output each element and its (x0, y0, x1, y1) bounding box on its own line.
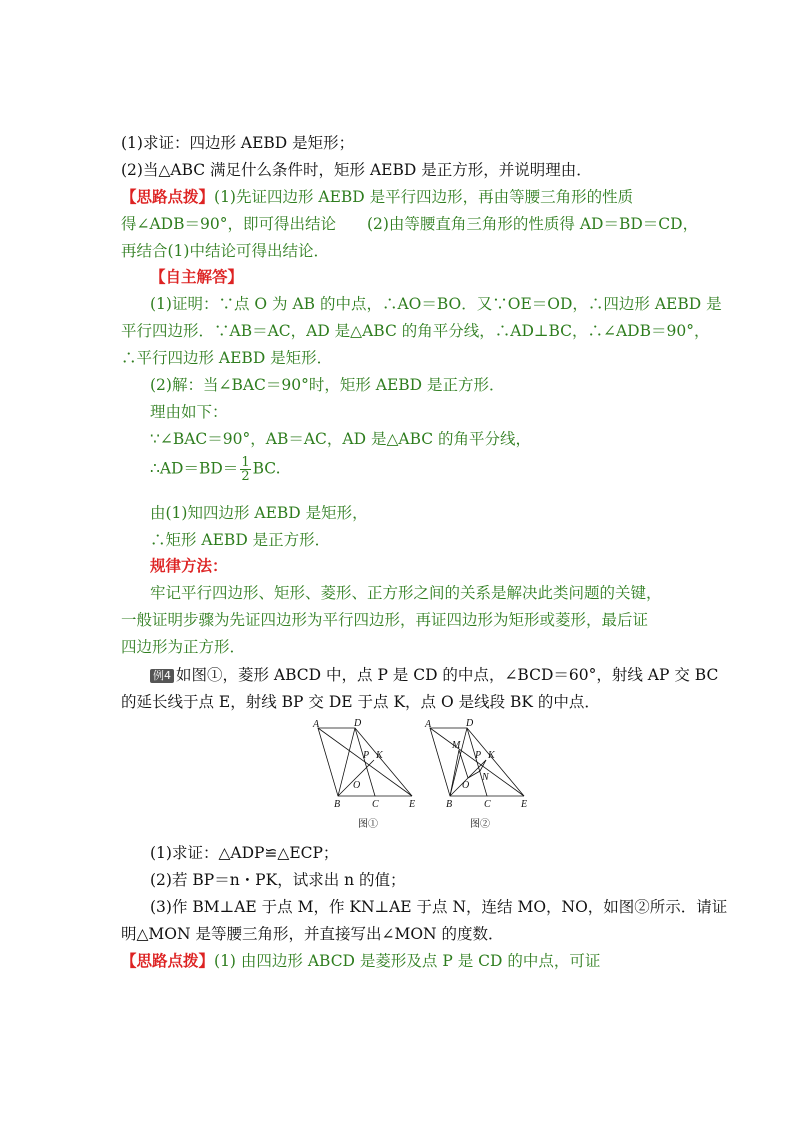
fraction-numerator: 1 (241, 455, 250, 470)
hint-text: (1)先证四边形 AEBD 是平行四边形，再由等腰三角形的性质 (214, 188, 634, 206)
fraction-denominator: 2 (241, 469, 250, 484)
figure-1-label: A (313, 719, 320, 730)
figure-1-lines (318, 728, 412, 796)
method-line-1: 牢记平行四边形、矩形、菱形、正方形之间的关系是解决此类问题的关键， (150, 584, 662, 602)
figure-2-label: P (475, 750, 482, 761)
figure-2-label: N (482, 772, 489, 783)
figure-2-label: E (521, 799, 528, 810)
figure-2-label: O (462, 780, 470, 791)
figure-2-lines (430, 728, 524, 796)
fraction (240, 456, 250, 483)
figure-2-label: M (452, 740, 461, 751)
hint2-text: (1) 由四边形 ABCD 是菱形及点 P 是 CD 的中点，可证 (214, 952, 601, 970)
solution-line-9: ∴矩形 AEBD 是正方形． (150, 531, 331, 549)
solution-line-1: (1)证明：∵点 O 为 AB 的中点，∴AO＝BO．又∵OE＝OD，∴四边形 AEBD 是 (150, 295, 722, 313)
figure-2-label: B (446, 799, 453, 810)
figure-1-label: O (353, 780, 361, 791)
figure-1-label: D (354, 718, 362, 729)
fraction-prefix: ∴AD＝BD＝ (150, 459, 239, 478)
figure-1-caption: 图① (358, 819, 378, 830)
solution-line-7 (150, 456, 281, 483)
example-line-2: 的延长线于点 E，射线 BP 交 DE 于点 K，点 O 是线段 BK 的中点． (121, 693, 600, 711)
figure-2-label: C (484, 799, 491, 810)
hint2-line-1 (121, 950, 600, 972)
hint-line-1 (121, 186, 633, 208)
hint-line-2: 得∠ADB＝90°，即可得出结论 (2)由等腰直角三角形的性质得 AD＝BD＝CD， (121, 215, 699, 233)
hint2-heading: 【思路点拨】 (121, 951, 215, 970)
hint-line-3: 再结合(1)中结论可得出结论． (121, 242, 329, 260)
figure-1-label: K (376, 750, 383, 761)
geometry-figures (310, 716, 528, 836)
example-question-3-cont: 明△MON 是等腰三角形，并直接写出∠MON 的度数． (121, 925, 504, 943)
figure-1-label: C (372, 799, 379, 810)
figure-2-label: K (488, 750, 495, 761)
example-question-2: (2)若 BP＝n・PK，试求出 n 的值； (150, 871, 406, 889)
solution-line-3: ∴平行四边形 AEBD 是矩形． (121, 349, 333, 367)
example-question-1: (1)求证：△ADP≌△ECP； (150, 844, 339, 862)
question-1: (1)求证：四边形 AEBD 是矩形； (121, 134, 355, 152)
solution-line-6: ∵∠BAC＝90°，AB＝AC，AD 是△ABC 的角平分线， (150, 430, 532, 448)
method-heading: 规律方法： (150, 556, 228, 575)
solution-line-8: 由(1)知四边形 AEBD 是矩形， (150, 504, 368, 522)
method-line-3: 四边形为正方形． (121, 638, 246, 656)
figure-1-label: E (409, 799, 416, 810)
method-line-2: 一般证明步骤为先证四边形为平行四边形，再证四边形为矩形或菱形，最后证 (121, 611, 649, 629)
example-badge: 例4 (150, 669, 174, 683)
example-question-3: (3)作 BM⊥AE 于点 M，作 KN⊥AE 于点 N，连结 MO，NO，如图②所示．请证 (150, 898, 728, 916)
fraction-suffix: BC. (252, 459, 281, 478)
solution-line-4: (2)解：当∠BAC＝90°时，矩形 AEBD 是正方形． (150, 376, 505, 394)
figure-1-label: P (363, 750, 370, 761)
figure-2-label: D (466, 718, 474, 729)
figure-2 (424, 718, 527, 830)
solution-line-2: 平行四边形．∵AB＝AC，AD 是△ABC 的角平分线，∴AD⊥BC，∴∠ADB＝90°， (121, 322, 710, 340)
question-2: (2)当△ABC 满足什么条件时，矩形 AEBD 是正方形，并说明理由． (121, 161, 592, 179)
example-text: 如图①，菱形 ABCD 中，点 P 是 CD 的中点，∠BCD＝60°，射线 AP 交 BC (176, 666, 719, 684)
figure-2-caption: 图② (470, 819, 490, 830)
figure-2-label: A (425, 719, 432, 730)
example-line-1 (150, 664, 718, 686)
figure-1-label: B (334, 799, 341, 810)
solution-line-5: 理由如下： (150, 403, 228, 421)
solution-heading: 【自主解答】 (150, 267, 244, 286)
hint-heading: 【思路点拨】 (121, 187, 215, 206)
